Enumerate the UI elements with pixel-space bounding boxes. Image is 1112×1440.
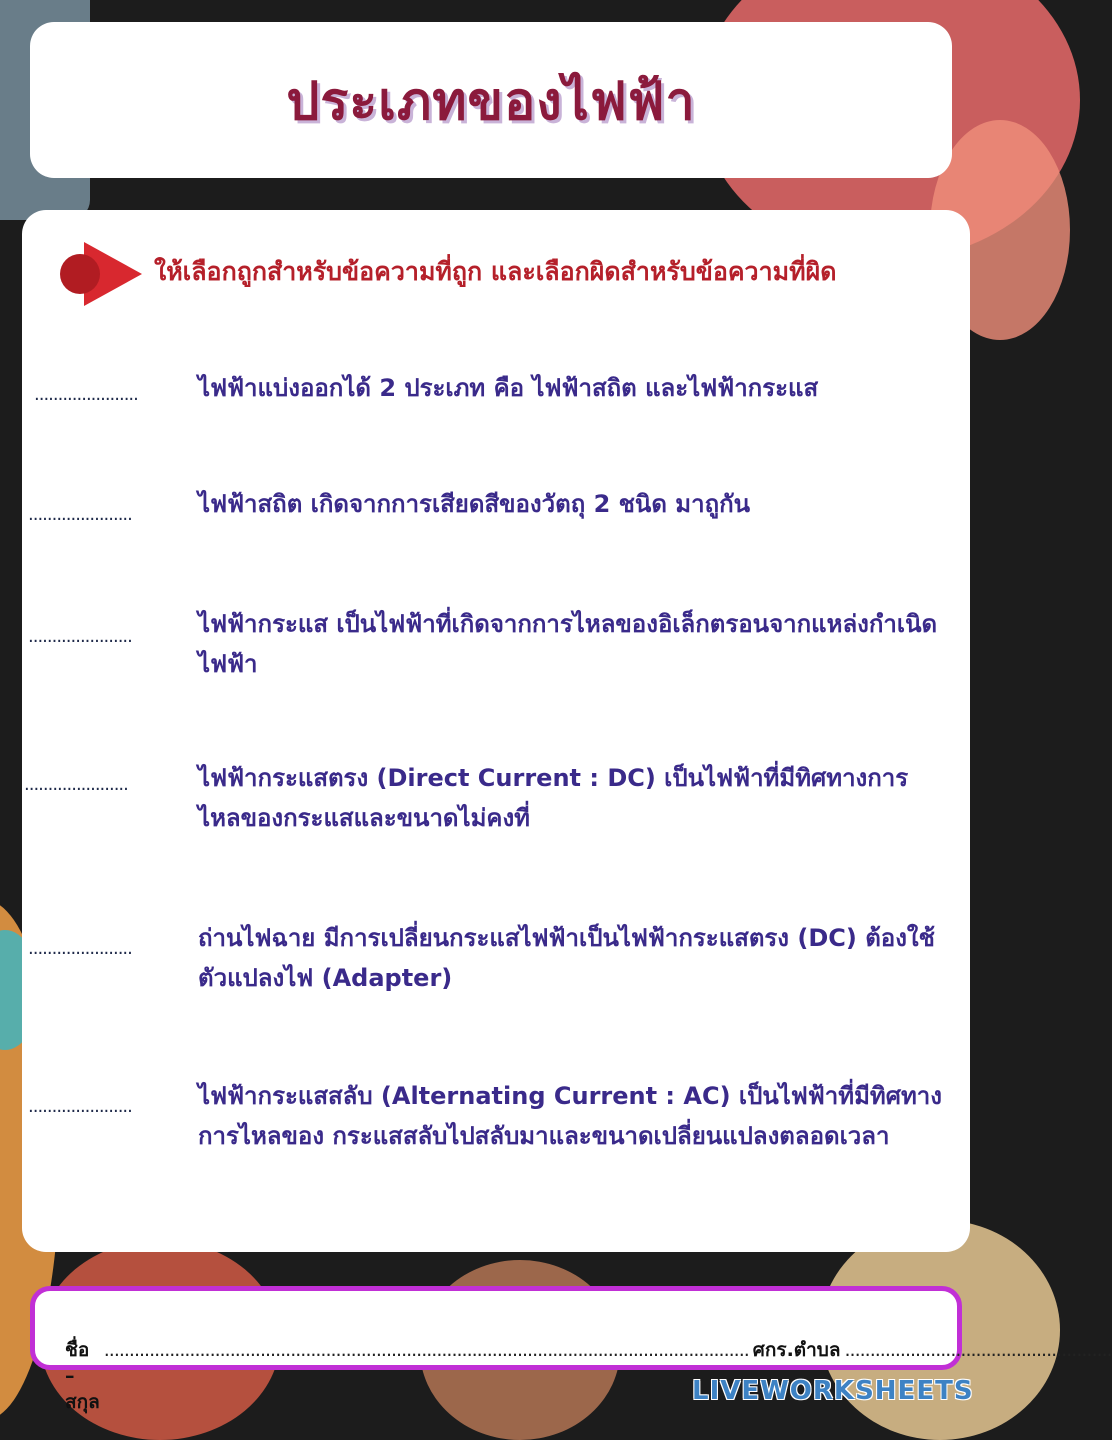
center-label: ศกร.ตำบล [752, 1339, 841, 1361]
liveworksheets-logo: LIVEWORKSHEETS [692, 1376, 974, 1406]
instruction-text: ให้เลือกถูกสำหรับข้อความที่ถูก และเลือกผิดสำหรับข้อความที่ผิด [154, 257, 837, 286]
statement-3: ไฟฟ้ากระแส เป็นไฟฟ้าที่เกิดจากการไหลของอิเล็กตรอนจากแหล่งกำเนิดไฟฟ้า [198, 610, 938, 678]
worksheet-title: ประเภทของไฟฟ้า [286, 70, 696, 132]
statement-4: ไฟฟ้ากระแสตรง (Direct Current : DC) เป็นไฟฟ้าที่มีทิศทางการไหลของกระแสและขนาดไม่คงที่ [198, 764, 909, 832]
statement-5: ถ่านไฟฉาย มีการเปลี่ยนกระแสไฟฟ้าเป็นไฟฟ้ากระแสตรง (DC) ต้องใช้ตัวแปลงไฟ (Adapter) [198, 924, 935, 992]
statement-1: ไฟฟ้าแบ่งออกได้ 2 ประเภท คือ ไฟฟ้าสถิต และไฟฟ้ากระแส [198, 374, 819, 402]
answer-blank-5[interactable]: ...................... [28, 938, 132, 959]
name-label: ชื่อ – สกุล [65, 1339, 100, 1413]
answer-blank-2[interactable]: ...................... [28, 504, 132, 525]
name-field[interactable]: ................................................................................................................................ [103, 1339, 749, 1361]
answer-blank-3[interactable]: ...................... [28, 626, 132, 647]
arrow-bullet-icon [60, 240, 144, 308]
answer-blank-6[interactable]: ...................... [28, 1096, 132, 1117]
title-card [30, 22, 952, 178]
statement-6: ไฟฟ้ากระแสสลับ (Alternating Current : AC) เป็นไฟฟ้าที่มีทิศทางการไหลของ กระแสสลับไปสลับมาและขนาดเปลี่ยนแปลงตลอดเวลา [198, 1082, 942, 1150]
answer-blank-4[interactable]: ...................... [24, 774, 128, 795]
question-card [22, 210, 970, 1252]
statement-2: ไฟฟ้าสถิต เกิดจากการเสียดสีของวัตถุ 2 ชนิด มาถูกัน [198, 490, 751, 518]
answer-blank-1[interactable]: ...................... [34, 384, 138, 405]
center-field[interactable]: ..................................................... [844, 1339, 1112, 1361]
